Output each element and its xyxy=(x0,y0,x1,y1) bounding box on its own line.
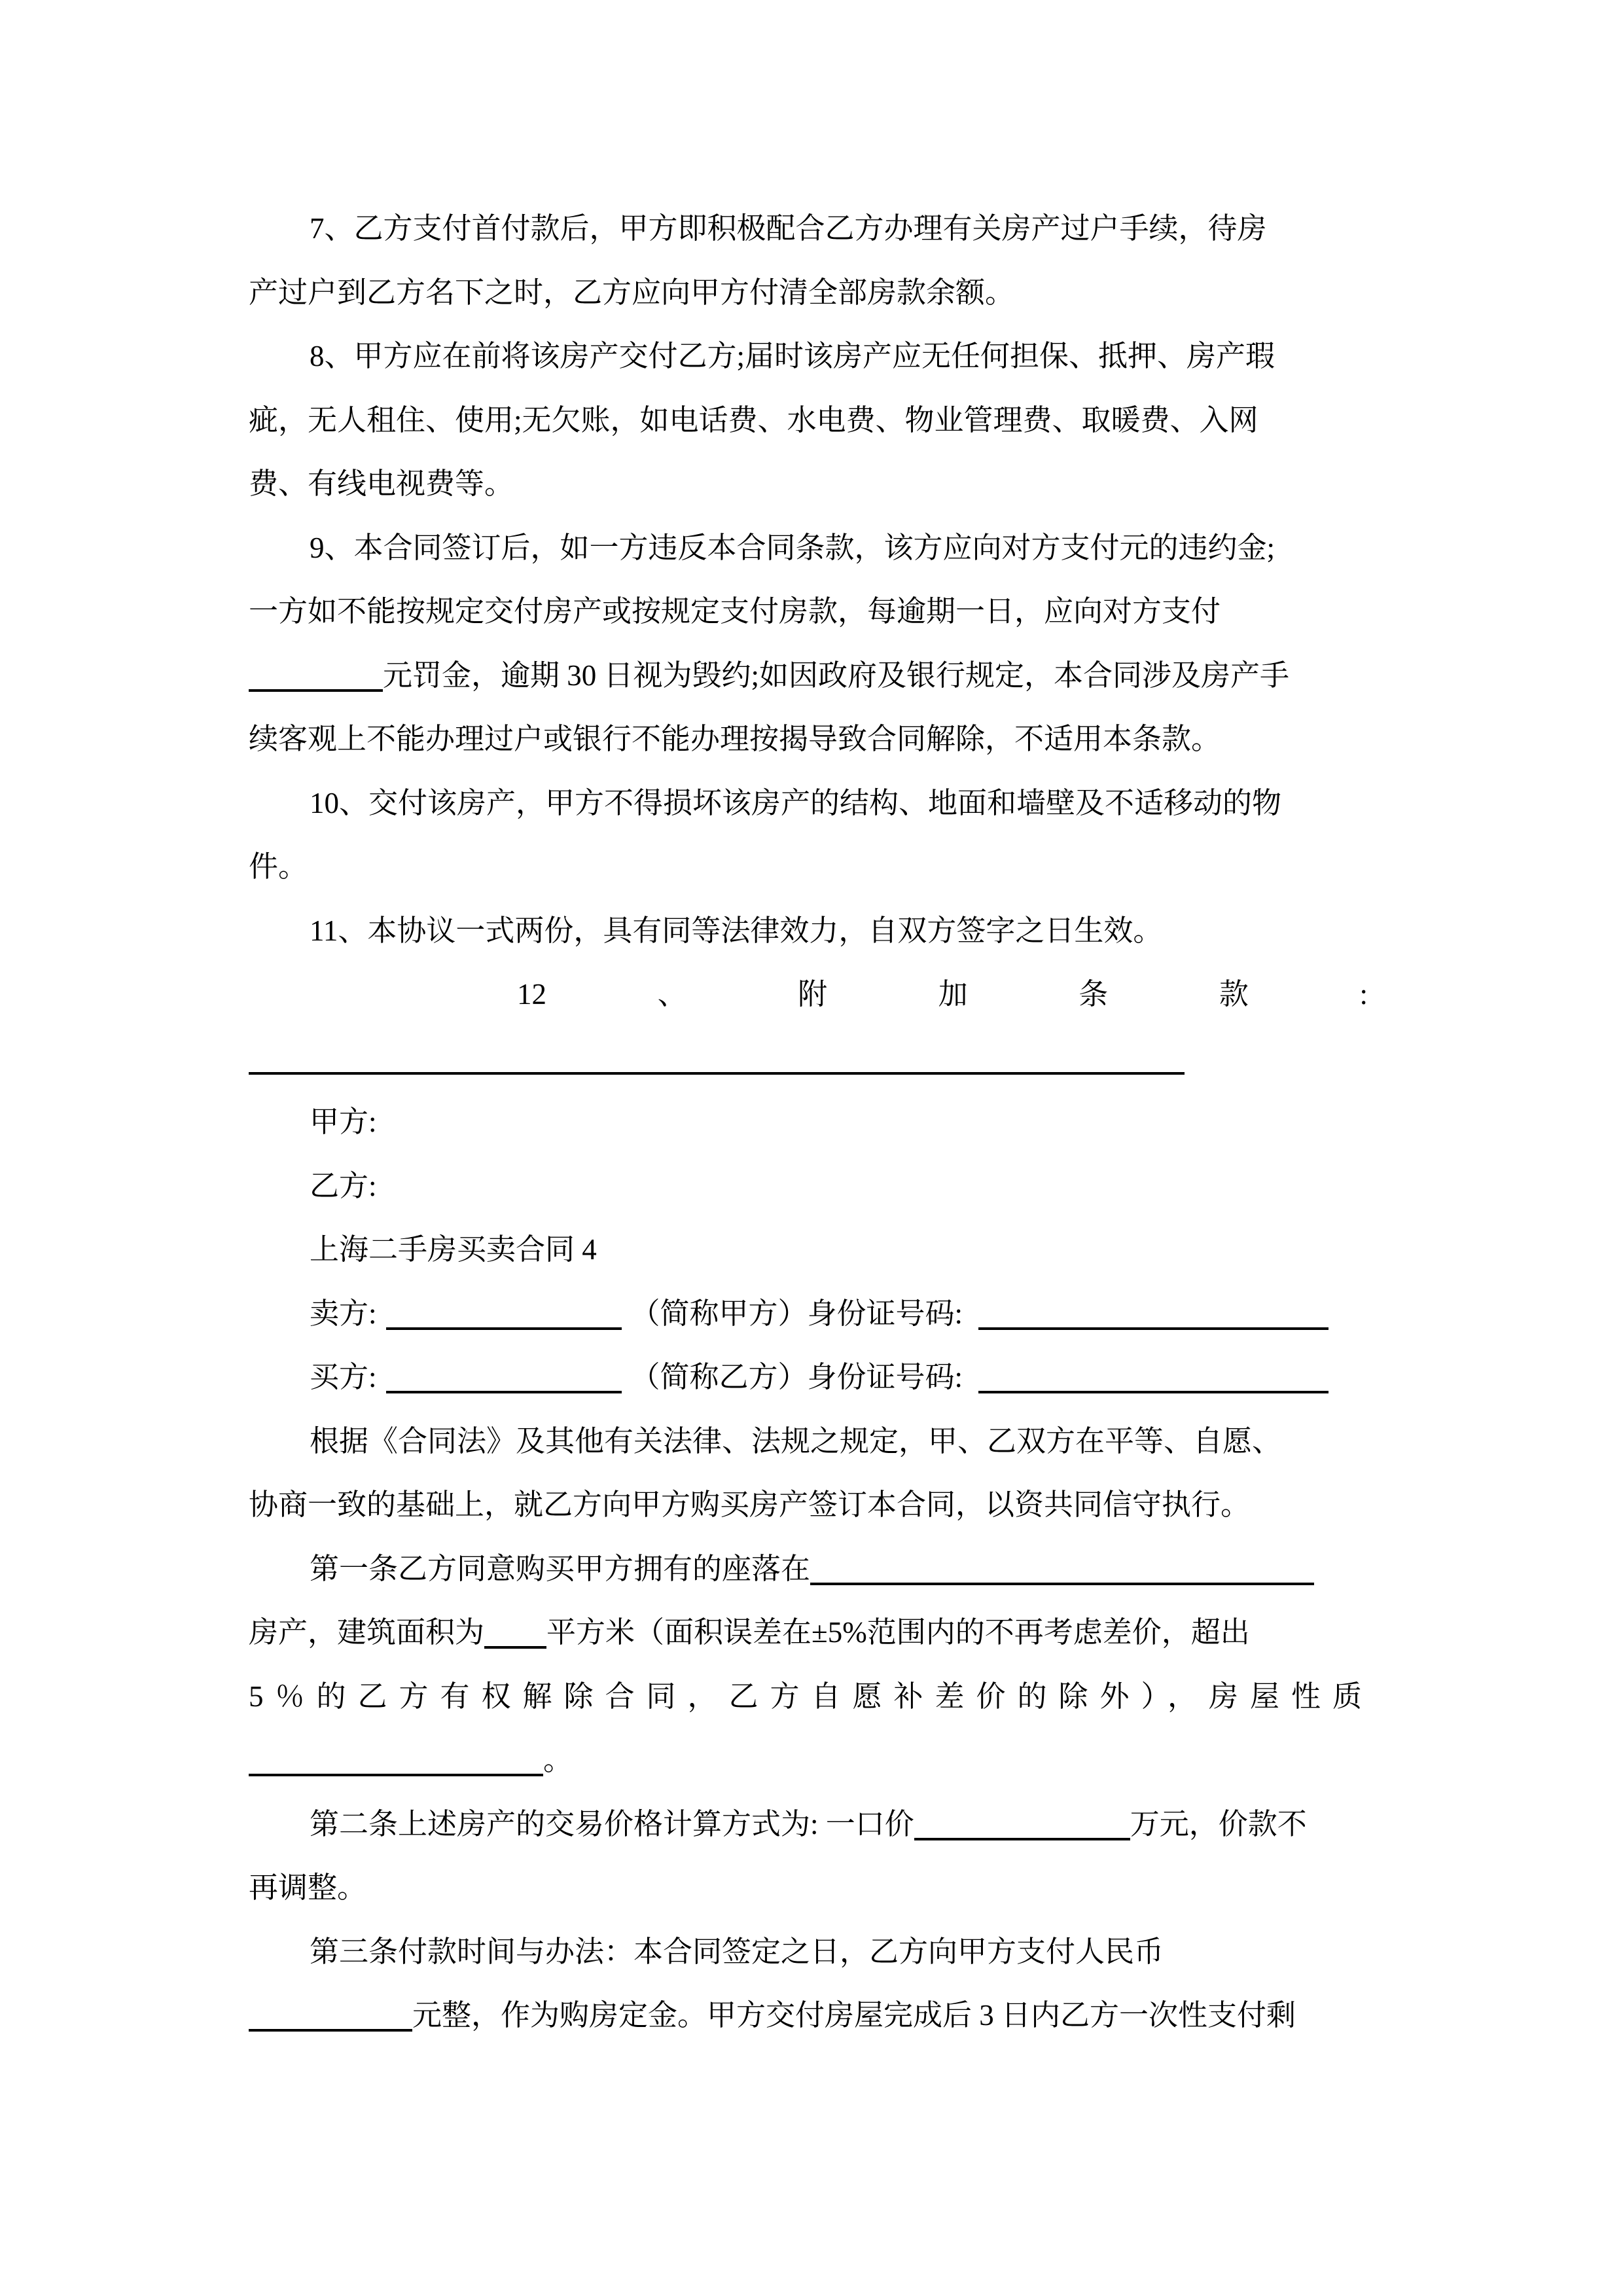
deposit-amount-blank xyxy=(249,2029,412,2032)
article1-line1-text: 第一条乙方同意购买甲方拥有的座落在 xyxy=(310,1552,811,1585)
article3-line2-text: 元整，作为购房定金。甲方交付房屋完成后 3 日内乙方一次性支付剩 xyxy=(412,1999,1296,2032)
property-location-blank xyxy=(810,1583,1314,1585)
article2-line1-post: 万元，价款不 xyxy=(1130,1807,1307,1840)
party-a-line: 甲方: xyxy=(310,1105,377,1138)
clause12-colon: : xyxy=(1359,978,1368,1011)
buyer-line xyxy=(249,1346,1414,1410)
article1-line1 xyxy=(249,1537,1414,1602)
article2-line1-pre: 第二条上述房产的交易价格计算方式为: 一口价 xyxy=(310,1807,914,1840)
clause12-char-3: 条 xyxy=(1079,978,1109,1011)
article3-line2 xyxy=(249,1984,1414,2048)
article1-line3: 5％的乙方有权解除合同，乙方自愿补差价的除外），房屋性质 xyxy=(249,1679,1374,1713)
additional-terms-blank xyxy=(249,1072,1185,1075)
seller-name-blank xyxy=(386,1327,622,1330)
seller-label: 卖方: xyxy=(310,1297,377,1330)
clause8-line2: 疵，无人租住、使用;无欠账，如电话费、水电费、物业管理费、取暖费、入网 xyxy=(249,403,1258,437)
clause11-line1: 11、本协议一式两份，具有同等法律效力，自双方签字之日生效。 xyxy=(310,914,1163,947)
buyer-name-blank xyxy=(386,1391,622,1393)
clause9-line2: 一方如不能按规定交付房产或按规定支付房款，每逾期一日，应向对方支付 xyxy=(249,595,1221,628)
clause10-line2: 件。 xyxy=(249,850,308,883)
clause12-char-4: 款 xyxy=(1219,978,1249,1011)
seller-line xyxy=(249,1282,1414,1346)
article2-line1 xyxy=(249,1793,1414,1857)
clause12-char-1: 附 xyxy=(798,978,828,1011)
article1-line2-post: 平方米（面积误差在±5%范围内的不再考虑差价，超出 xyxy=(546,1616,1250,1649)
clause9-line3-text: 元罚金，逾期 30 日视为毁约;如因政府及银行规定，本合同涉及房产手 xyxy=(383,658,1290,692)
buyer-label: 买方: xyxy=(310,1361,377,1393)
preamble-line2: 协商一致的基础上，就乙方向甲方购买房产签订本合同，以资共同信守执行。 xyxy=(249,1488,1251,1521)
clause12-line xyxy=(249,963,1414,1027)
clause12-blank-line xyxy=(249,1027,1414,1091)
article2-line2: 再调整。 xyxy=(249,1871,367,1904)
party-b-line: 乙方: xyxy=(310,1169,377,1202)
clause7-line1: 7、乙方支付首付款后，甲方即积极配合乙方办理有关房产过户手续，待房 xyxy=(310,212,1267,245)
article1-line4-period: 。 xyxy=(543,1744,573,1776)
buyer-id-blank xyxy=(978,1391,1329,1393)
clause9-line4: 续客观上不能办理过户或银行不能办理按揭导致合同解除，不适用本条款。 xyxy=(249,723,1221,755)
section-title: 上海二手房买卖合同 4 xyxy=(310,1233,597,1266)
clause8-line1: 8、甲方应在前将该房产交付乙方;届时该房产应无任何担保、抵押、房产瑕 xyxy=(310,340,1275,372)
clause10-line1: 10、交付该房产，甲方不得损坏该房产的结构、地面和墙壁及不适移动的物 xyxy=(310,786,1282,819)
property-nature-blank xyxy=(249,1774,543,1776)
clause12-char-2: 加 xyxy=(938,978,968,1011)
clause8-line3: 费、有线电视费等。 xyxy=(249,467,514,500)
article1-line2 xyxy=(249,1601,1414,1665)
clause7-line2: 产过户到乙方名下之时，乙方应向甲方付清全部房款余额。 xyxy=(249,276,1015,309)
clause12-enum-mark: 、 xyxy=(657,978,687,1011)
clause9-line3 xyxy=(249,644,1414,708)
clause12-number: 12 xyxy=(517,978,546,1011)
seller-id-blank xyxy=(978,1327,1329,1330)
price-blank xyxy=(914,1838,1130,1840)
article1-line2-pre: 房产，建筑面积为 xyxy=(249,1616,485,1649)
article1-line4 xyxy=(249,1729,1414,1793)
clause9-line1: 9、本合同签订后，如一方违反本合同条款，该方应向对方支付元的违约金; xyxy=(310,531,1275,564)
buyer-middle-text: （简称乙方）身份证号码: xyxy=(630,1361,963,1393)
preamble-line1: 根据《合同法》及其他有关法律、法规之规定，甲、乙双方在平等、自愿、 xyxy=(310,1424,1282,1458)
seller-middle-text: （简称甲方）身份证号码: xyxy=(630,1297,963,1330)
penalty-amount-blank xyxy=(249,689,383,692)
article3-line1: 第三条付款时间与办法：本合同签定之日，乙方向甲方支付人民币 xyxy=(310,1935,1164,1968)
floor-area-blank xyxy=(484,1646,546,1649)
